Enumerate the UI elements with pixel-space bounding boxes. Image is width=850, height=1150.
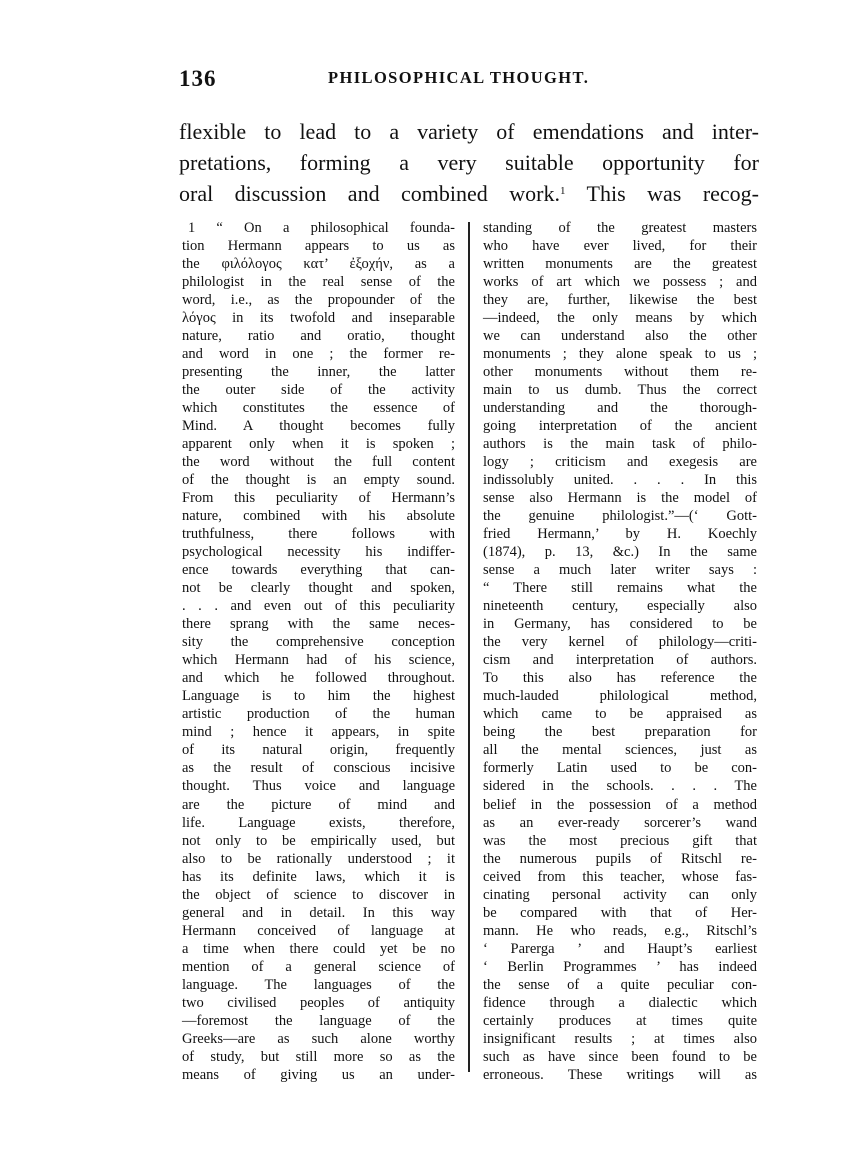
footnote-line: be compared with that of Her-	[483, 904, 757, 921]
footnote-line: Hermann conceived of language at	[182, 922, 455, 939]
footnote-line: ‘ Parerga ’ and Haupt’s earliest	[483, 940, 757, 957]
footnote-line: all the mental sciences, just as	[483, 742, 757, 759]
footnote-line: —foremost the language of the	[182, 1012, 455, 1029]
footnote-line: such as have since been found to be	[483, 1048, 757, 1065]
footnote-line: monuments ; they alone speak to us ;	[483, 346, 757, 363]
footnote-line: the object of science to discover in	[182, 886, 455, 903]
footnote-line: nineteenth century, especially also	[483, 598, 757, 615]
footnote-line: the φιλόλογος κατ’ ἐξοχήν, as a	[182, 256, 455, 273]
footnote-line: ceived from this teacher, whose fas-	[483, 868, 757, 885]
footnote-line: as an ever-ready sorcerer’s wand	[483, 814, 757, 831]
footnote-line: there sprang with the same neces-	[182, 616, 455, 633]
running-title: PHILOSOPHICAL THOUGHT.	[328, 68, 590, 87]
footnote-line: as the result of conscious incisive	[182, 760, 455, 777]
footnote-line: certainly produces at times quite	[483, 1012, 757, 1029]
footnote-line: artistic production of the human	[182, 706, 455, 723]
footnote-line: “ There still remains what the	[483, 580, 757, 597]
footnote-line: means of giving us an under-	[182, 1066, 455, 1083]
footnote-line: word, i.e., as the propounder of the	[182, 292, 455, 309]
footnote-line: formerly Latin used to be con-	[483, 760, 757, 777]
footnote-line: indissolubly united. . . . In this	[483, 472, 757, 489]
footnote-line: presenting the inner, the latter	[182, 364, 455, 381]
footnote-line: two civilised peoples of antiquity	[182, 994, 455, 1011]
footnote-line: truthfulness, there follows with	[182, 526, 455, 543]
footnote-line: To this also has reference the	[483, 670, 757, 687]
page-number: 136	[179, 66, 217, 91]
footnote-line: . . . and even out of this peculiarity	[182, 598, 455, 615]
footnote-reference: 1	[559, 185, 566, 197]
footnote-line: tion Hermann appears to us as	[182, 238, 455, 255]
footnote-line: logy ; criticism and exegesis are	[483, 454, 757, 471]
footnote-line: cinating personal activity can only	[483, 886, 757, 903]
footnote-line: philologist in the real sense of the	[182, 274, 455, 291]
footnote-line: mind ; hence it appears, in spite	[182, 724, 455, 741]
footnote-line: erroneous. These writings will as	[483, 1066, 757, 1083]
footnote-line: fidence through a dialectic which	[483, 994, 757, 1011]
footnote-line: belief in the possession of a method	[483, 796, 757, 813]
footnote-right-column	[483, 219, 757, 1084]
footnote-line: of its natural origin, frequently	[182, 742, 455, 759]
footnote-line: not be clearly thought and spoken,	[182, 580, 455, 597]
footnote-line: apparent only when it is spoken ;	[182, 436, 455, 453]
footnote-line: the word without the full content	[182, 454, 455, 471]
footnote-line: being the best preparation for	[483, 724, 757, 741]
footnote-line: the sense of a quite peculiar con-	[483, 976, 757, 993]
footnote-line: and word in one ; the former re-	[182, 346, 455, 363]
footnote-line: they are, further, likewise the best	[483, 292, 757, 309]
footnote-line: Mind. A thought becomes fully	[182, 418, 455, 435]
footnote-line: sidered in the schools. . . . The	[483, 778, 757, 795]
footnote-line: From this peculiarity of Hermann’s	[182, 490, 455, 507]
footnote-line: ence towards everything that can-	[182, 562, 455, 579]
body-line: pretations, forming a very suitable opportunity for	[179, 150, 759, 175]
main-body-text	[179, 116, 759, 209]
footnote-line: we can understand also the other	[483, 328, 757, 345]
footnote-line: going interpretation of the ancient	[483, 418, 757, 435]
footnote-line: also to be rationally understood ; it	[182, 850, 455, 867]
body-line: flexible to lead to a variety of emendations and inter-	[179, 119, 759, 144]
footnote-line: the numerous pupils of Ritschl re-	[483, 850, 757, 867]
footnote-line: of the thought is an empty sound.	[182, 472, 455, 489]
footnote-line: thought. Thus voice and language	[182, 778, 455, 795]
footnote-line: and which he followed throughout.	[182, 670, 455, 687]
footnote-line: —indeed, the only means by which	[483, 310, 757, 327]
footnote-line: insignificant results ; at times also	[483, 1030, 757, 1047]
footnote-line: Greeks—are as such alone worthy	[182, 1030, 455, 1047]
footnote-line: authors is the main task of philo-	[483, 436, 757, 453]
body-line-text: oral discussion and combined work.	[179, 181, 560, 206]
footnote-line: ‘ Berlin Programmes ’ has indeed	[483, 958, 757, 975]
body-line	[179, 178, 759, 209]
footnote-line: sense also Hermann is the model of	[483, 490, 757, 507]
footnote-line: cism and interpretation of authors.	[483, 652, 757, 669]
footnote-line: has its definite laws, which it is	[182, 868, 455, 885]
footnote-line: sense a much later writer says :	[483, 562, 757, 579]
footnote-line: nature, combined with his absolute	[182, 508, 455, 525]
footnote-line: nature, ratio and oratio, thought	[182, 328, 455, 345]
footnote-line: works of art which we possess ; and	[483, 274, 757, 291]
footnote-line: language. The languages of the	[182, 976, 455, 993]
footnote-left-column	[182, 219, 455, 1084]
footnote-line: fried Hermann,’ by H. Koechly	[483, 526, 757, 543]
column-divider	[468, 222, 470, 1072]
footnote-line: λόγος in its twofold and inseparable	[182, 310, 455, 327]
footnote-line: other monuments without them re-	[483, 364, 757, 381]
footnote-line: much-lauded philological method,	[483, 688, 757, 705]
footnote-line: the outer side of the activity	[182, 382, 455, 399]
footnote-line: a time when there could yet be no	[182, 940, 455, 957]
footnote-line: are the picture of mind and	[182, 796, 455, 813]
footnote-line: main to us dumb. Thus the correct	[483, 382, 757, 399]
footnote-line: not only to be empirically used, but	[182, 832, 455, 849]
footnote-line: of study, but still more so as the	[182, 1048, 455, 1065]
footnote-line: general and in detail. In this way	[182, 904, 455, 921]
footnote-line: who have ever lived, for their	[483, 238, 757, 255]
footnote-line: sity the comprehensive conception	[182, 634, 455, 651]
footnote-line: 1 “ On a philosophical founda-	[188, 220, 455, 236]
footnote-line: which constitutes the essence of	[182, 400, 455, 417]
footnote-line: mann. He who reads, e.g., Ritschl’s	[483, 922, 757, 939]
footnote-line: life. Language exists, therefore,	[182, 814, 455, 831]
body-line-text: This was recog-	[565, 181, 759, 206]
footnote-line: the very kernel of philology—criti-	[483, 634, 757, 651]
footnote-line: which came to be appraised as	[483, 706, 757, 723]
footnote-line: the genuine philologist.”—(‘ Gott-	[483, 508, 757, 525]
footnote-line: psychological necessity his indiffer-	[182, 544, 455, 561]
footnote-line: in Germany, has considered to be	[483, 616, 757, 633]
footnote-line: (1874), p. 13, &c.) In the same	[483, 544, 757, 561]
footnote-line: was the most precious gift that	[483, 832, 757, 849]
footnote-line: which Hermann had of his science,	[182, 652, 455, 669]
footnote-line: written monuments are the greatest	[483, 256, 757, 273]
footnote-line: mention of a general science of	[182, 958, 455, 975]
footnote-line: Language is to him the highest	[182, 688, 455, 705]
footnote-line: standing of the greatest masters	[483, 220, 757, 236]
footnote-line: understanding and the thorough-	[483, 400, 757, 417]
